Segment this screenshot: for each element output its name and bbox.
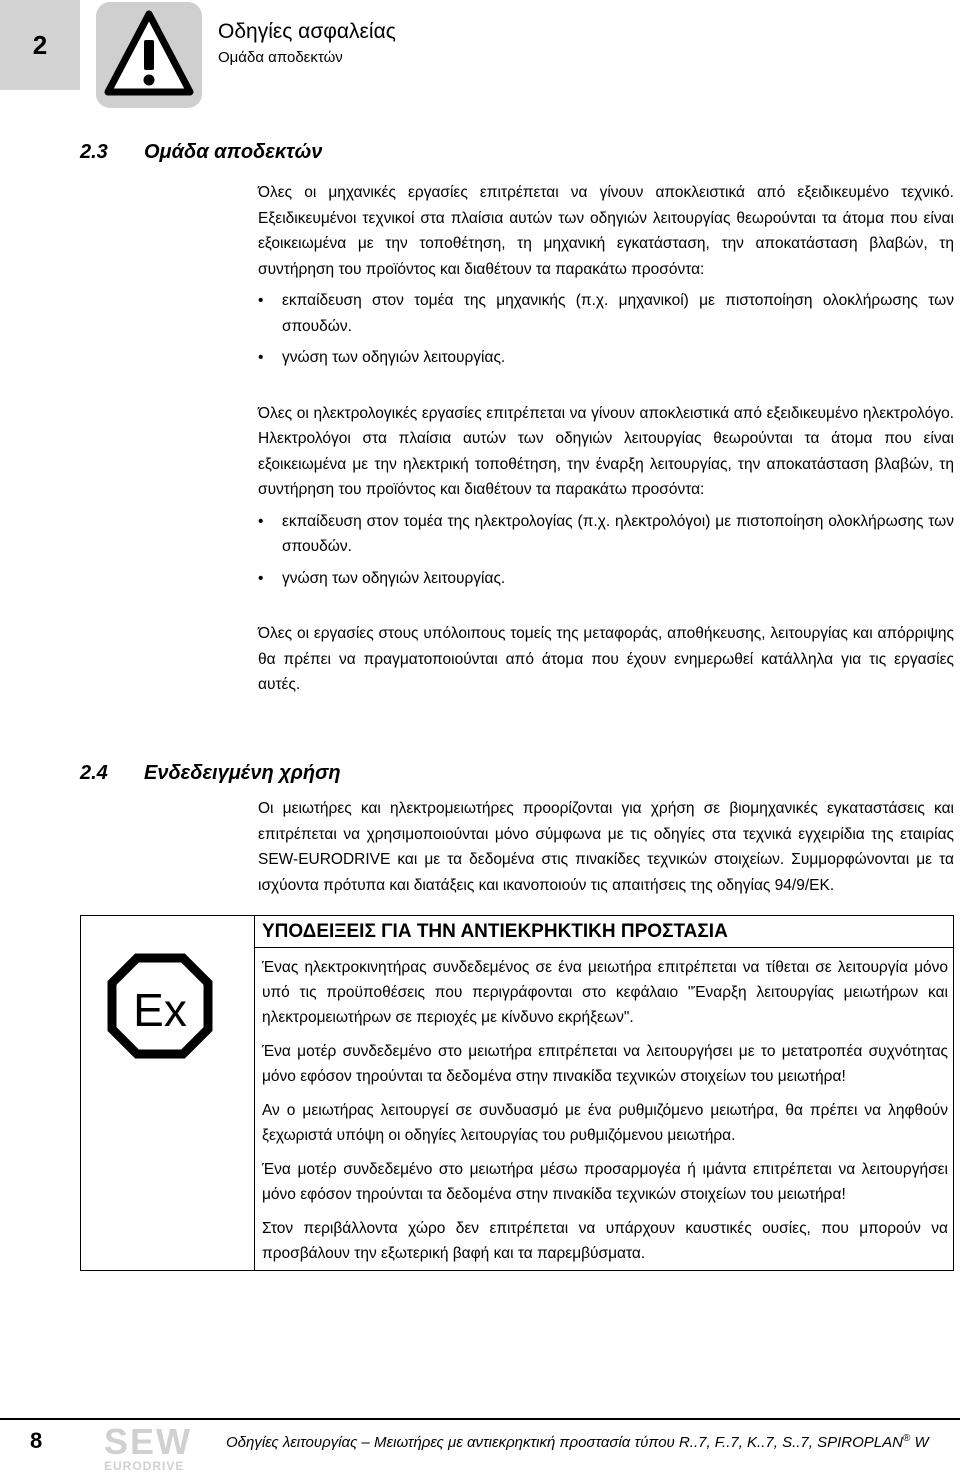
section-title: Ενδεδειγμένη χρήση (144, 762, 341, 784)
chapter-number: 2 (32, 29, 48, 60)
warning-icon-box (96, 2, 202, 108)
registered-mark: ® (902, 1433, 911, 1444)
paragraph: Στον περιβάλλοντα χώρο δεν επιτρέπεται να υπάρχουν καυστικές ουσίες, που μπορούν να προσβάλουν την εξωτερική βαφή και τα παρεμβύσματα. (262, 1220, 948, 1262)
list-item: • γνώση των οδηγιών λειτουργίας. (258, 345, 954, 371)
ex-title-rule (254, 947, 954, 948)
ex-notice-divider (254, 915, 255, 1271)
section-number: 2.3 (80, 141, 108, 163)
section-2-3-body (258, 180, 954, 698)
ex-icon-label: Ex (133, 984, 187, 1036)
footer-document-title (226, 1433, 929, 1451)
header-title: Οδηγίες ασφαλείας (218, 20, 396, 43)
page-number: 8 (30, 1428, 43, 1453)
section-heading-2-3 (80, 141, 322, 164)
paragraph: Ένα μοτέρ συνδεδεμένο στο μειωτήρα επιτρέπεται να λειτουργήσει με το μετατροπέα συχνότητας μόνο εφόσον τηρούνται τα δεδομένα στην πινακίδα τεχνικών στοιχείων του μειωτήρα! (262, 1043, 948, 1085)
paragraph: Όλες οι μηχανικές εργασίες επιτρέπεται να γίνουν αποκλειστικά από εξειδικευμένο τεχνικό. Εξειδικευμένοι τεχνικοί στα πλαίσια αυτών των οδηγιών λειτουργίας θεωρούνται τα άτομα που είναι εξοικειωμένα με την τοποθέτηση, τη μηχανική εγκατάσταση, την αποκατάσταση βλαβών, τη συντήρηση του προϊόντος και διαθέτουν τα παρακάτω προσόντα: (258, 184, 954, 278)
section-2-4-body (258, 796, 954, 898)
footer-text: Οδηγίες λειτουργίας – Μειωτήρες με αντιεκρηκτική προστασία τύπου R..7, F..7, K..7, S..7, SPIROPLAN (226, 1434, 903, 1451)
eurodrive-logo-text: EURODRIVE (104, 1459, 185, 1473)
footer-rule (0, 1418, 960, 1420)
ex-explosion-protection-icon (104, 950, 216, 1062)
bullet-list (258, 509, 954, 592)
paragraph: Όλες οι εργασίες στους υπόλοιπους τομείς της μεταφοράς, αποθήκευσης, λειτουργίας και απόρριψης θα πρέπει να πραγματοποιούνται από άτομα που έχουν ενημερωθεί κατάλληλα για τις εργασίες αυτές. (258, 625, 954, 693)
section-heading-2-4 (80, 762, 341, 785)
ex-notice-title: ΥΠΟΔΕΙΞΕΙΣ ΓΙΑ ΤΗΝ ΑΝΤΙΕΚΡΗΚΤΙΚΗ ΠΡΟΣΤΑΣΙΑ (262, 921, 728, 942)
bullet-list (258, 288, 954, 371)
list-item: • εκπαίδευση στον τομέα της ηλεκτρολογίας (π.χ. ηλεκτρολόγοι) με πιστοποίηση ολοκλήρωσης των σπουδών. (258, 509, 954, 560)
list-item: • εκπαίδευση στον τομέα της μηχανικής (π.χ. μηχανικοί) με πιστοποίηση ολοκλήρωσης των σπουδών. (258, 288, 954, 339)
paragraph: Ένας ηλεκτροκινητήρας συνδεδεμένος σε ένα μειωτήρα επιτρέπεται να τίθεται σε λειτουργία μόνο υπό τις προϋποθέσεις που περιγράφονται στο κεφάλαιο "Έναρξη λειτουργίας μειωτήρων και ηλεκτρομειωτήρων σε περιοχές με κίνδυνο εκρήξεων". (262, 959, 948, 1026)
ex-notice-body (262, 955, 948, 1275)
paragraph: Οι μειωτήρες και ηλεκτρομειωτήρες προορίζονται για χρήση σε βιομηχανικές εγκαταστάσεις και επιτρέπεται να χρησιμοποιούνται μόνο σύμφωνα με τις οδηγίες στα τεχνικά εγχειρίδια της εταιρίας SEW-EURODRIVE και με τα δεδομένα στις πινακίδες τεχνικών στοιχείων. Συμμορφώνονται με τα ισχύοντα πρότυπα και διατάξεις και ικανοποιούν τις απαιτήσεις της οδηγίας 94/9/ΕΚ. (258, 800, 954, 894)
sew-logo: SEW (104, 1421, 193, 1462)
section-number: 2.4 (80, 762, 108, 784)
list-item: • γνώση των οδηγιών λειτουργίας. (258, 566, 954, 592)
chapter-tab (0, 0, 80, 90)
paragraph: Όλες οι ηλεκτρολογικές εργασίες επιτρέπεται να γίνουν αποκλειστικά από εξειδικευμένο ηλεκτρολόγο. Ηλεκτρολόγοι στα πλαίσια αυτών των οδηγιών λειτουργίας θεωρούνται τα άτομα που είναι εξοικειωμένα με την ηλεκτρική τοποθέτηση, την έναρξη λειτουργίας, την αποκατάσταση βλαβών, τη συντήρηση του προϊόντος και διαθέτουν τα παρακάτω προσόντα: (258, 404, 954, 498)
warning-triangle-icon (96, 2, 202, 108)
header-subtitle: Ομάδα αποδεκτών (218, 49, 343, 66)
paragraph: Αν ο μειωτήρας λειτουργεί σε συνδυασμό με ένα ρυθμιζόμενο μειωτήρα, θα πρέπει να ληφθούν ξεχωριστά υπόψη οι οδηγίες λειτουργίας του ρυθμιζόμενου μειωτήρα. (262, 1102, 948, 1144)
paragraph: Ένα μοτέρ συνδεδεμένο στο μειωτήρα μέσω προσαρμογέα ή ιμάντα επιτρέπεται να λειτουργήσει μόνο εφόσον τηρούνται τα δεδομένα στην πινακίδα τεχνικών στοιχείων του μειωτήρα! (262, 1161, 948, 1203)
section-title: Ομάδα αποδεκτών (144, 141, 323, 163)
footer-suffix: W (910, 1434, 929, 1451)
